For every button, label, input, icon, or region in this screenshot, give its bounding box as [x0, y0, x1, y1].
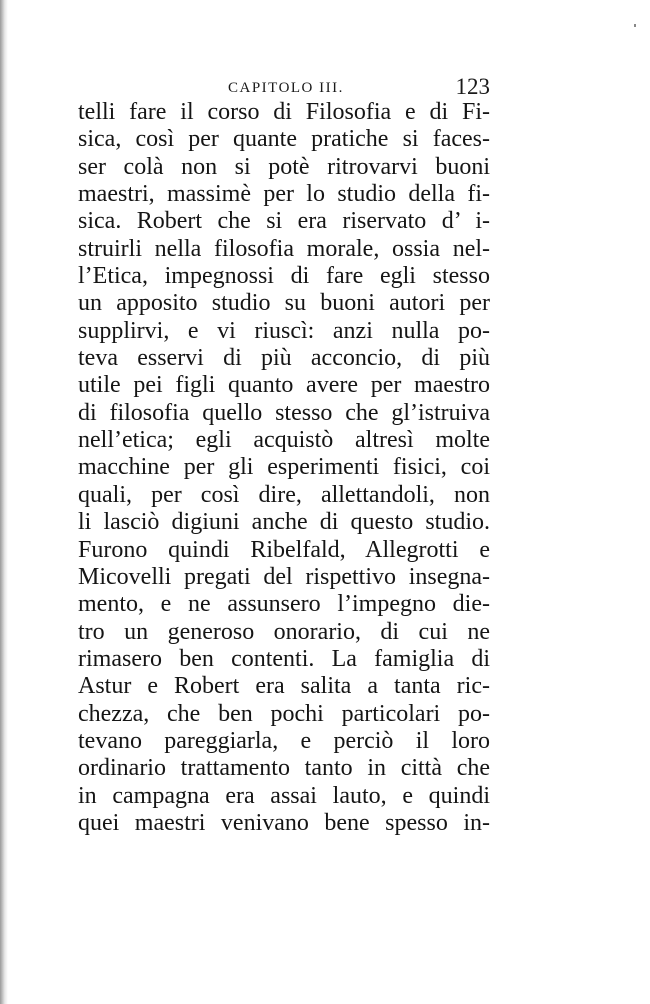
text-line: Micovelli pregati del rispettivo insegna- — [78, 563, 490, 590]
text-line: chezza, che ben pochi particolari po- — [78, 700, 490, 727]
text-line: macchine per gli esperimenti fisici, coi — [78, 454, 490, 481]
page-edge-shadow — [0, 0, 8, 1004]
text-line: tevano pareggiarla, e perciò il loro — [78, 727, 490, 754]
page-edge-mark — [634, 24, 636, 27]
body-text — [78, 99, 490, 837]
text-line: Furono quindi Ribelfald, Allegrotti e — [78, 536, 490, 563]
text-line: li lasciò digiuni anche di questo studio. — [78, 509, 490, 536]
text-line: rimasero ben contenti. La famiglia di — [78, 645, 490, 672]
text-line: nell’etica; egli acquistò altresì molte — [78, 427, 490, 454]
text-line: teva esservi di più acconcio, di più — [78, 345, 490, 372]
text-line: mento, e ne assunsero l’impegno die- — [78, 591, 490, 618]
running-head — [80, 76, 490, 100]
chapter-title: CAPITOLO III. — [228, 80, 344, 96]
page-number: 123 — [455, 74, 490, 99]
text-line: ordinario trattamento tanto in città che — [78, 755, 490, 782]
text-line: sica. Robert che si era riservato d’ i- — [78, 208, 490, 235]
text-line: maestri, massimè per lo studio della fi- — [78, 181, 490, 208]
text-line: ser colà non si potè ritrovarvi buoni — [78, 153, 490, 180]
text-line: quali, per così dire, allettandoli, non — [78, 481, 490, 508]
text-line: utile pei figli quanto avere per maestro — [78, 372, 490, 399]
text-line: l’Etica, impegnossi di fare egli stesso — [78, 263, 490, 290]
text-line: Astur e Robert era salita a tanta ric- — [78, 673, 490, 700]
text-line: sica, così per quante pratiche si faces- — [78, 126, 490, 153]
text-line: un apposito studio su buoni autori per — [78, 290, 490, 317]
text-line: telli fare il corso di Filosofia e di Fi- — [78, 99, 490, 125]
text-line: struirli nella filosofia morale, ossia nel- — [78, 235, 490, 262]
text-line: tro un generoso onorario, di cui ne — [78, 618, 490, 645]
text-line: supplirvi, e vi riuscì: anzi nulla po- — [78, 317, 490, 344]
text-line: in campagna era assai lauto, e quindi — [78, 782, 490, 809]
text-line: di filosofia quello stesso che gl’istruiva — [78, 399, 490, 426]
text-line: quei maestri venivano bene spesso in- — [78, 809, 490, 836]
